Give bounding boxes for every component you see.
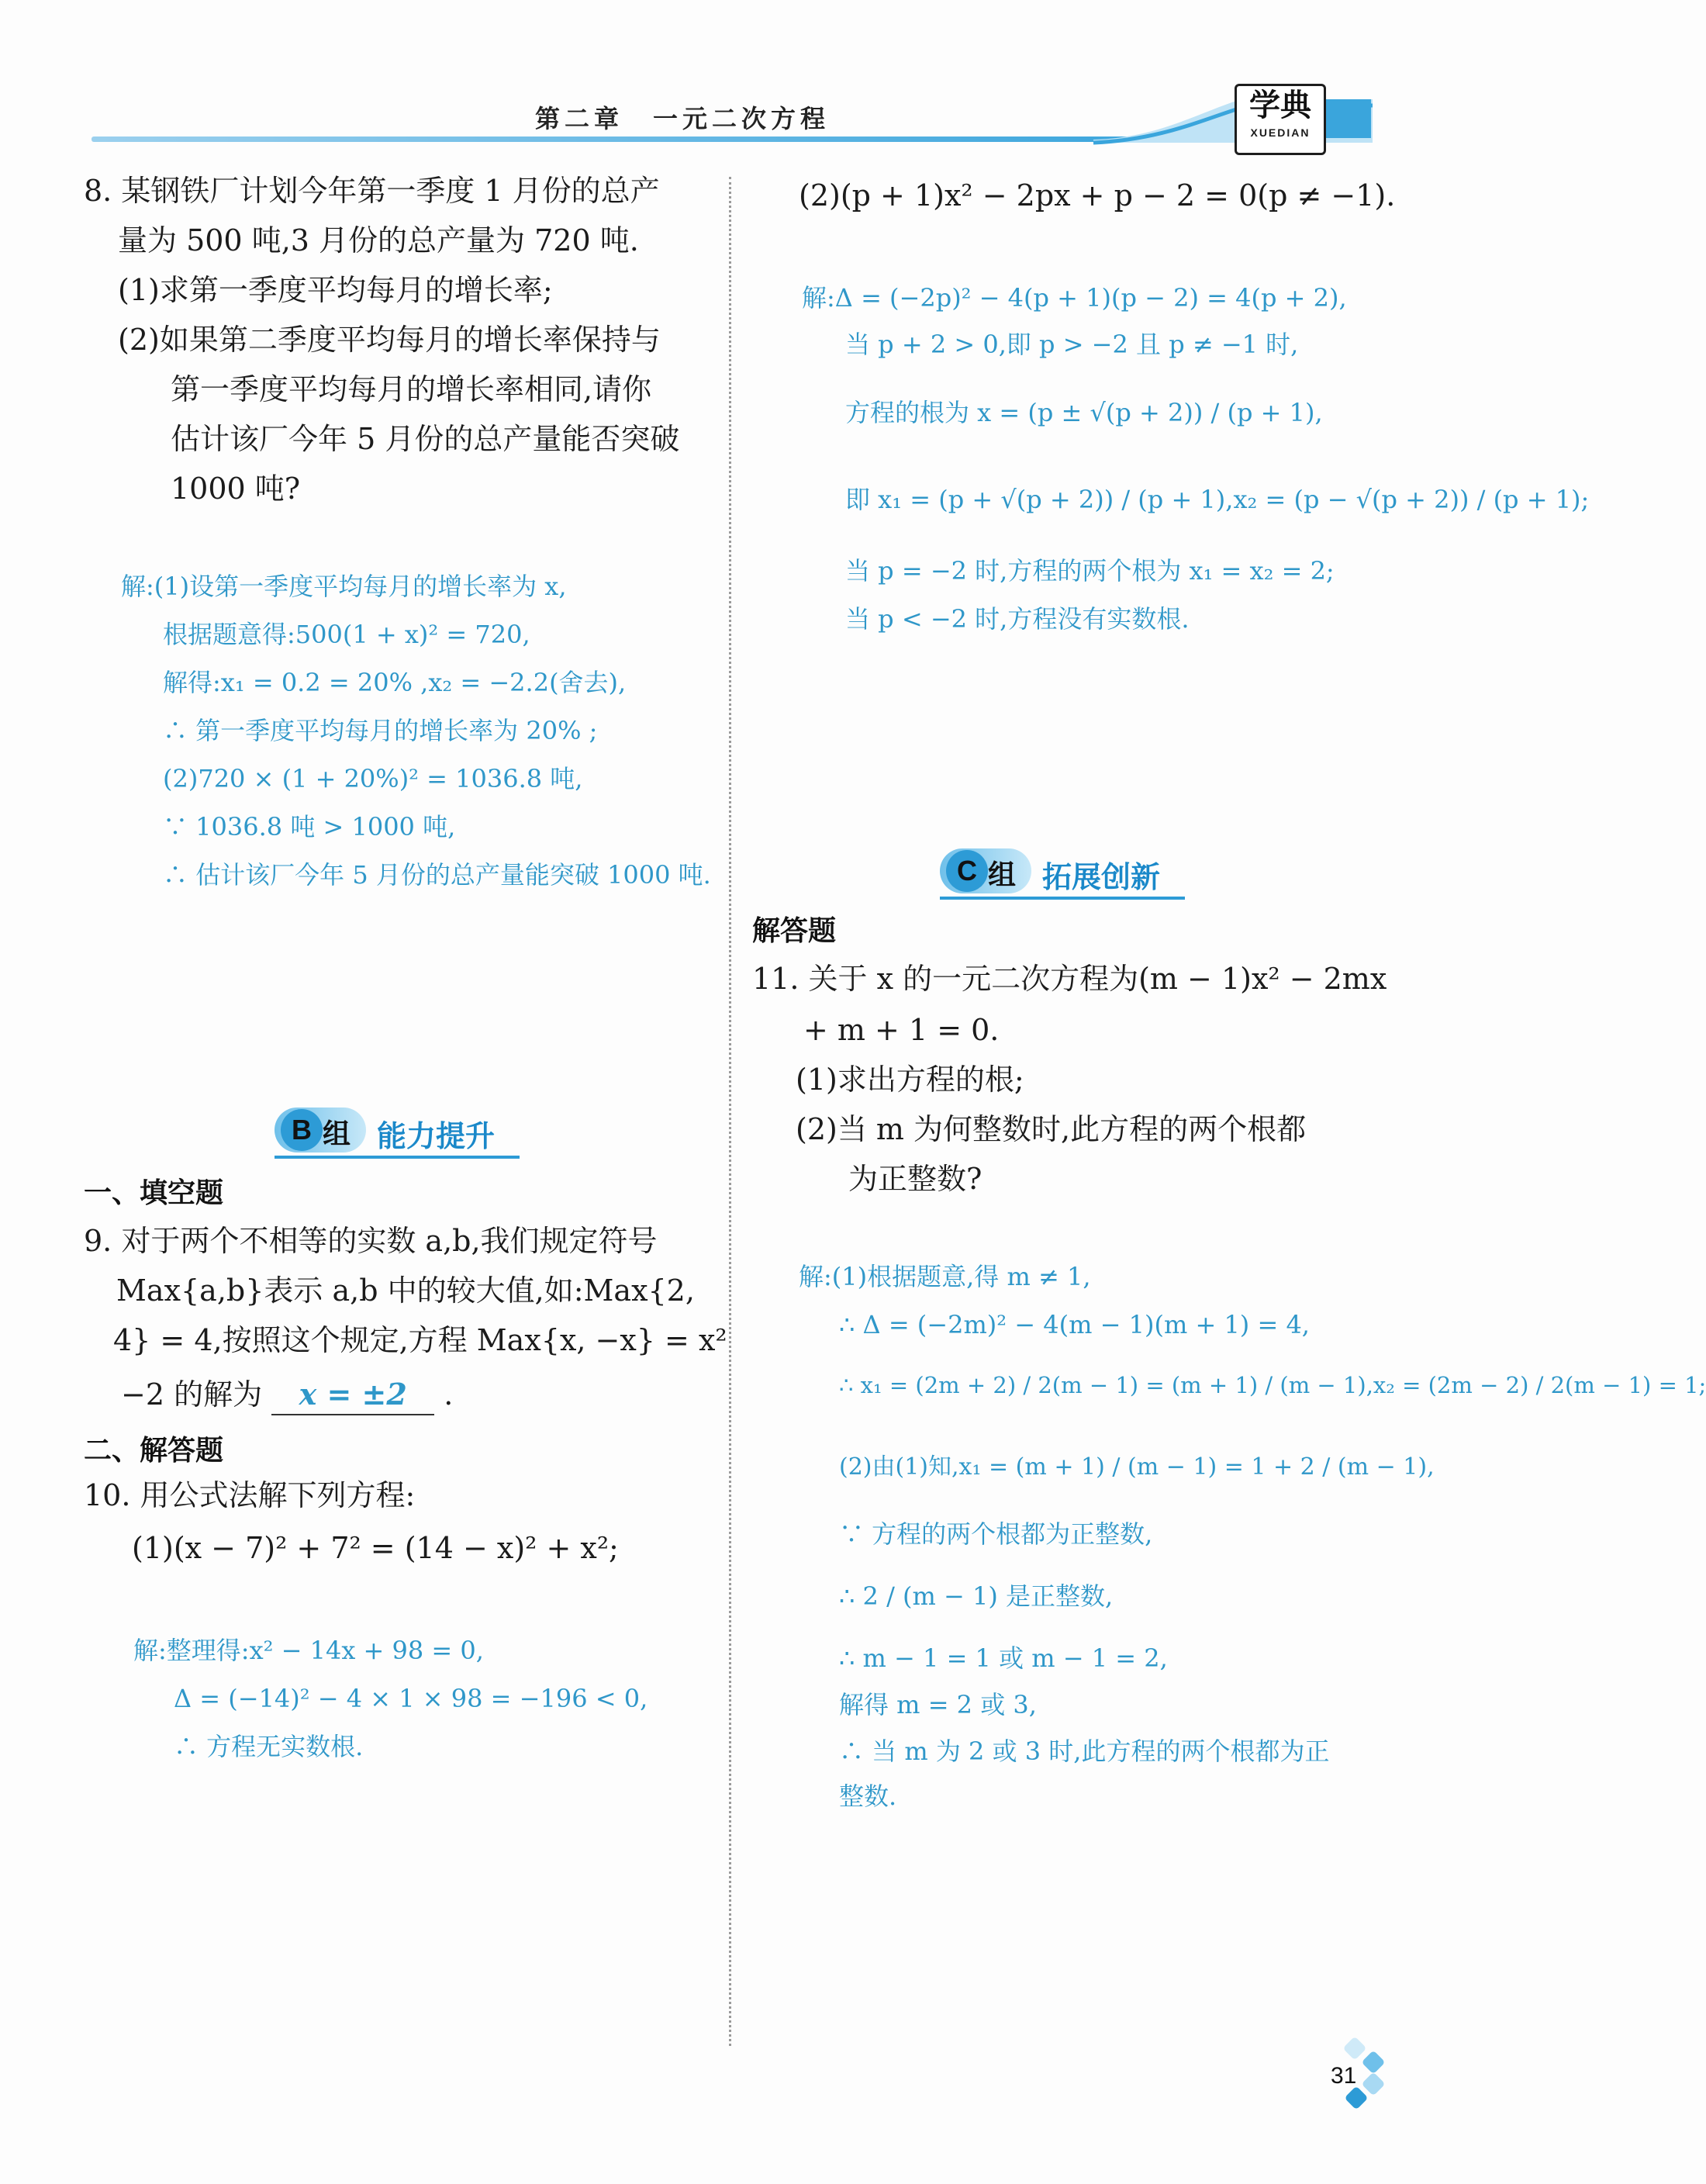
q10p2-solution-3: 方程的根为 x = (p ± √(p + 2)) / (p + 1), (845, 398, 1323, 427)
q11-solution-8: 解得 m = 2 或 3, (839, 1690, 1037, 1719)
group-b-badge (275, 1108, 523, 1156)
page-number: 31 (1331, 2063, 1357, 2089)
brand-cn: 学典 (1249, 87, 1311, 123)
q9-line-1: 9. 对于两个不相等的实数 a,b,我们规定符号 (84, 1224, 658, 1258)
q10p2-solution-6: 当 p < −2 时,方程没有实数根. (845, 604, 1190, 634)
q10-solution-3: ∴ 方程无实数根. (174, 1732, 364, 1761)
q11-line-2: + m + 1 = 0. (803, 1013, 1000, 1047)
section-answer: 二、解答题 (84, 1434, 224, 1466)
group-b-name: 能力提升 (377, 1121, 496, 1153)
q11-line-4: (2)当 m 为何整数时,此方程的两个根都 (796, 1112, 1307, 1146)
q9-answer: x = ±2 (271, 1375, 434, 1415)
hex-decoration-icon (1342, 2036, 1366, 2060)
group-b-underline (275, 1156, 520, 1159)
q9-line-4-text: −2 的解为 (121, 1377, 263, 1412)
column-divider (729, 177, 731, 2046)
q11-solution-4: (2)由(1)知,x₁ = (m + 1) / (m − 1) = 1 + 2 / (m − 1), (839, 1453, 1435, 1481)
q8-solution-4: ∴ 第一季度平均每月的增长率为 20% ; (163, 716, 598, 745)
q10p2-solution-4: 即 x₁ = (p + √(p + 2)) / (p + 1),x₂ = (p − √(p + 2)) / (p + 1); (845, 485, 1590, 514)
group-b-zu: 组 (323, 1118, 351, 1149)
q8-line-4: (2)如果第二季度平均每月的增长率保持与 (118, 323, 661, 357)
group-c-zu: 组 (988, 859, 1017, 890)
q11-solution-6: ∴ 2 / (m − 1) 是正整数, (839, 1581, 1114, 1611)
q11-solution-1: 解:(1)根据题意,得 m ≠ 1, (799, 1262, 1091, 1291)
q9-line-2: Max{a,b}表示 a,b 中的较大值,如:Max{2, (116, 1273, 695, 1308)
q8-line-2: 量为 500 吨,3 月份的总产量为 720 吨. (118, 223, 639, 257)
q11-line-1: 11. 关于 x 的一元二次方程为(m − 1)x² − 2mx (752, 962, 1387, 996)
group-c-name: 拓展创新 (1042, 862, 1161, 894)
section-fill-blank: 一、填空题 (84, 1177, 224, 1208)
q11-solution-3: ∴ x₁ = (2m + 2) / 2(m − 1) = (m + 1) / (m − 1),x₂ = (2m − 2) / 2(m − 1) = 1; (839, 1372, 1706, 1398)
hex-decoration-icon (1361, 2072, 1385, 2096)
q8-solution-6: ∵ 1036.8 吨 > 1000 吨, (163, 812, 456, 841)
group-c-badge (940, 848, 1188, 897)
q10p2-solution-5: 当 p = −2 时,方程的两个根为 x₁ = x₂ = 2; (845, 556, 1335, 586)
section-answer-c: 解答题 (752, 914, 837, 946)
q8-solution-2: 根据题意得:500(1 + x)² = 720, (163, 620, 530, 649)
q11-solution-5: ∵ 方程的两个根都为正整数, (839, 1519, 1153, 1549)
q9-line-3: 4} = 4,按照这个规定,方程 Max{x, −x} = x² (113, 1323, 727, 1357)
q11-solution-9: ∴ 当 m 为 2 或 3 时,此方程的两个根都为正 (839, 1736, 1330, 1766)
q11-solution-2: ∴ Δ = (−2m)² − 4(m − 1)(m + 1) = 4, (839, 1310, 1310, 1339)
q11-line-5: 为正整数? (848, 1162, 983, 1196)
hex-decoration-icon (1344, 2086, 1368, 2110)
q8-line-5: 第一季度平均每月的增长率相同,请你 (171, 372, 652, 406)
q8-line-7: 1000 吨? (171, 472, 301, 506)
brand-bar (1323, 99, 1371, 138)
q8-solution-5: (2)720 × (1 + 20%)² = 1036.8 吨, (163, 764, 583, 793)
brand-logo (1235, 84, 1326, 155)
q8-solution-3: 解得:x₁ = 0.2 = 20% ,x₂ = −2.2(舍去), (163, 668, 627, 697)
q11-solution-7: ∴ m − 1 = 1 或 m − 1 = 2, (839, 1643, 1168, 1673)
q8-solution-7: ∴ 估计该厂今年 5 月份的总产量能突破 1000 吨. (163, 860, 711, 890)
q8-line-6: 估计该厂今年 5 月份的总产量能否突破 (171, 422, 680, 456)
header-rule (92, 136, 1169, 142)
brand-en: XUEDIAN (1250, 126, 1311, 139)
group-c-letter: C (946, 850, 988, 892)
q10-solution-2: Δ = (−14)² − 4 × 1 × 98 = −196 < 0, (174, 1684, 648, 1713)
chapter-title: 第二章 一元二次方程 (535, 104, 831, 133)
q10p2-solution-1: 解:Δ = (−2p)² − 4(p + 1)(p − 2) = 4(p + 2), (802, 283, 1347, 313)
group-b-letter: B (281, 1109, 323, 1151)
q11-solution-10: 整数. (839, 1781, 897, 1811)
q10-solution-1: 解:整理得:x² − 14x + 98 = 0, (133, 1636, 484, 1665)
q10p2-solution-2: 当 p + 2 > 0,即 p > −2 且 p ≠ −1 时, (845, 330, 1299, 359)
q8-line-3: (1)求第一季度平均每月的增长率; (118, 273, 553, 307)
q9-end: . (444, 1377, 454, 1412)
q10-line-2: (1)(x − 7)² + 7² = (14 − x)² + x²; (132, 1531, 619, 1565)
q10-line-1: 10. 用公式法解下列方程: (84, 1478, 416, 1512)
hex-decoration-icon (1361, 2050, 1385, 2074)
q11-line-3: (1)求出方程的根; (796, 1063, 1024, 1097)
q9-line-4 (121, 1370, 453, 1419)
q8-solution-1: 解:(1)设第一季度平均每月的增长率为 x, (121, 572, 567, 601)
q10-part2: (2)(p + 1)x² − 2px + p − 2 = 0(p ≠ −1). (799, 178, 1396, 213)
q8-line-1: 8. 某钢铁厂计划今年第一季度 1 月份的总产 (84, 174, 660, 208)
group-c-underline (940, 897, 1185, 900)
